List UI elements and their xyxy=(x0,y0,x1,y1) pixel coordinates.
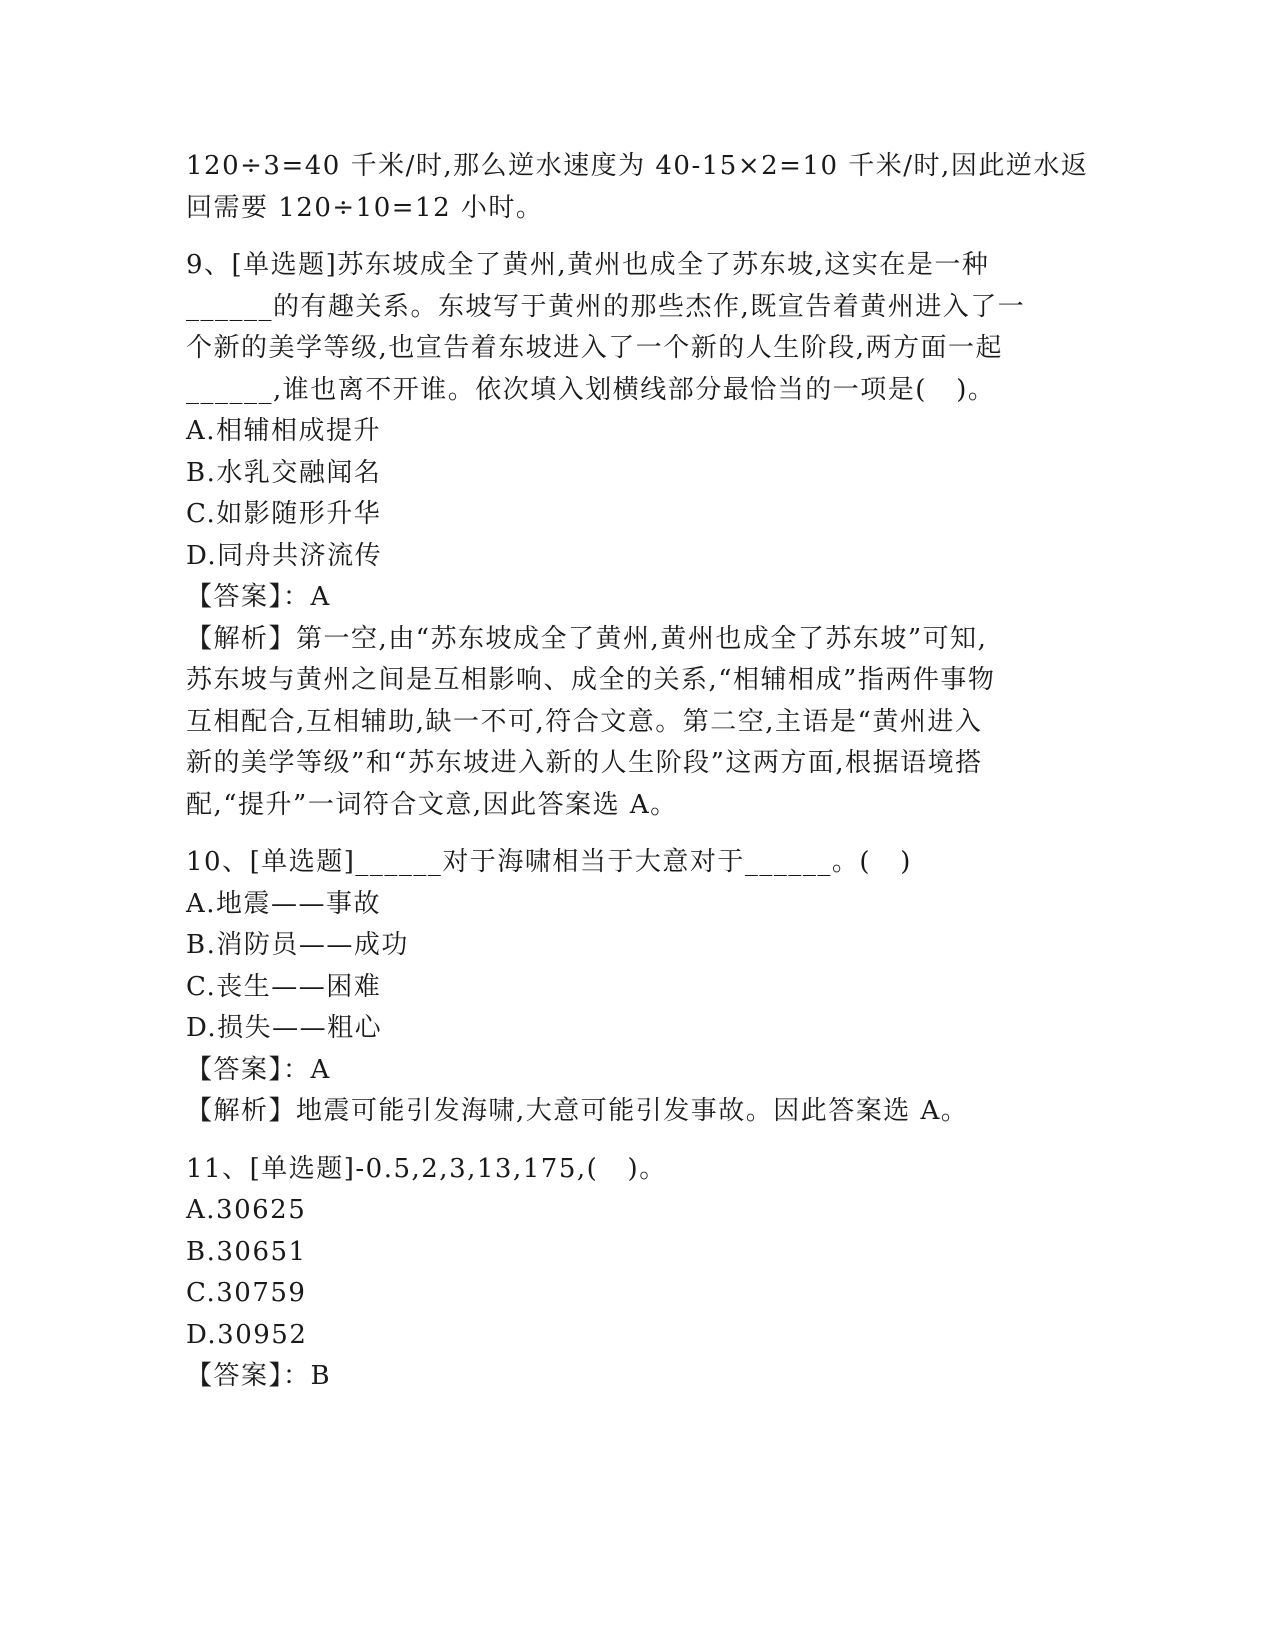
question-stem-line: 10、[单选题]______对于海啸相当于大意对于______。( ) xyxy=(186,847,912,877)
option-d: D.损失——粗心 xyxy=(186,1013,383,1043)
question-stem-line: 9、[单选题]苏东坡成全了黄州,黄州也成全了苏东坡,这实在是一种 xyxy=(186,250,990,280)
option-c: C.丧生——困难 xyxy=(186,971,382,1002)
option-d: D.30952 xyxy=(186,1319,308,1350)
question-11 xyxy=(186,1149,1086,1398)
option-a: A.地震——事故 xyxy=(186,888,382,919)
option-a: A.相辅相成提升 xyxy=(186,416,382,446)
option-a: A.30625 xyxy=(186,1195,307,1225)
option-c: C.如影随形升华 xyxy=(186,499,382,529)
analysis-line: 苏东坡与黄州之间是互相影响、成全的关系,“相辅相成”指两件事物 xyxy=(186,665,996,695)
document-page xyxy=(186,146,1089,1398)
analysis-line: 【解析】地震可能引发海啸,大意可能引发事故。因此答案选 A。 xyxy=(186,1096,969,1126)
question-stem-line: 个新的美学等级,也宣告着东坡进入了一个新的人生阶段,两方面一起 xyxy=(186,333,1004,363)
question-stem-line: ______的有趣关系。东坡写于黄州的那些杰作,既宣告着黄州进入了一 xyxy=(186,291,1026,322)
option-b: B.消防员——成功 xyxy=(186,930,409,960)
question-stem-line: ______,谁也离不开谁。依次填入划横线部分最恰当的一项是( )。 xyxy=(186,374,996,405)
question-stem-line: 11、[单选题]-0.5,2,3,13,175,( )。 xyxy=(186,1153,667,1184)
answer-line: 【答案】：B xyxy=(186,1361,332,1391)
text-line: 120÷3=40 千米/时,那么逆水速度为 40-15×2=10 千米/时,因此逆水返 xyxy=(186,151,1089,181)
option-d: D.同舟共济流传 xyxy=(186,540,383,571)
option-c: C.30759 xyxy=(186,1278,307,1308)
analysis-line: 【解析】第一空,由“苏东坡成全了黄州,黄州也成全了苏东坡”可知, xyxy=(186,623,988,654)
text-line: 回需要 120÷10=12 小时。 xyxy=(186,192,544,223)
previous-analysis-continuation xyxy=(186,146,1089,229)
analysis-line: 互相配合,互相辅助,缺一不可,符合文意。第二空,主语是“黄州进入 xyxy=(186,706,983,737)
analysis-line: 新的美学等级”和“苏东坡进入新的人生阶段”这两方面,根据语境搭 xyxy=(186,748,983,778)
analysis-line: 配,“提升”一词符合文意,因此答案选 A。 xyxy=(186,789,678,820)
option-b: B.水乳交融闻名 xyxy=(186,457,382,488)
option-b: B.30651 xyxy=(186,1236,307,1267)
question-10 xyxy=(186,842,1086,1133)
answer-line: 【答案】：A xyxy=(186,1054,331,1085)
answer-line: 【答案】：A xyxy=(186,582,331,612)
question-9 xyxy=(186,245,1086,826)
